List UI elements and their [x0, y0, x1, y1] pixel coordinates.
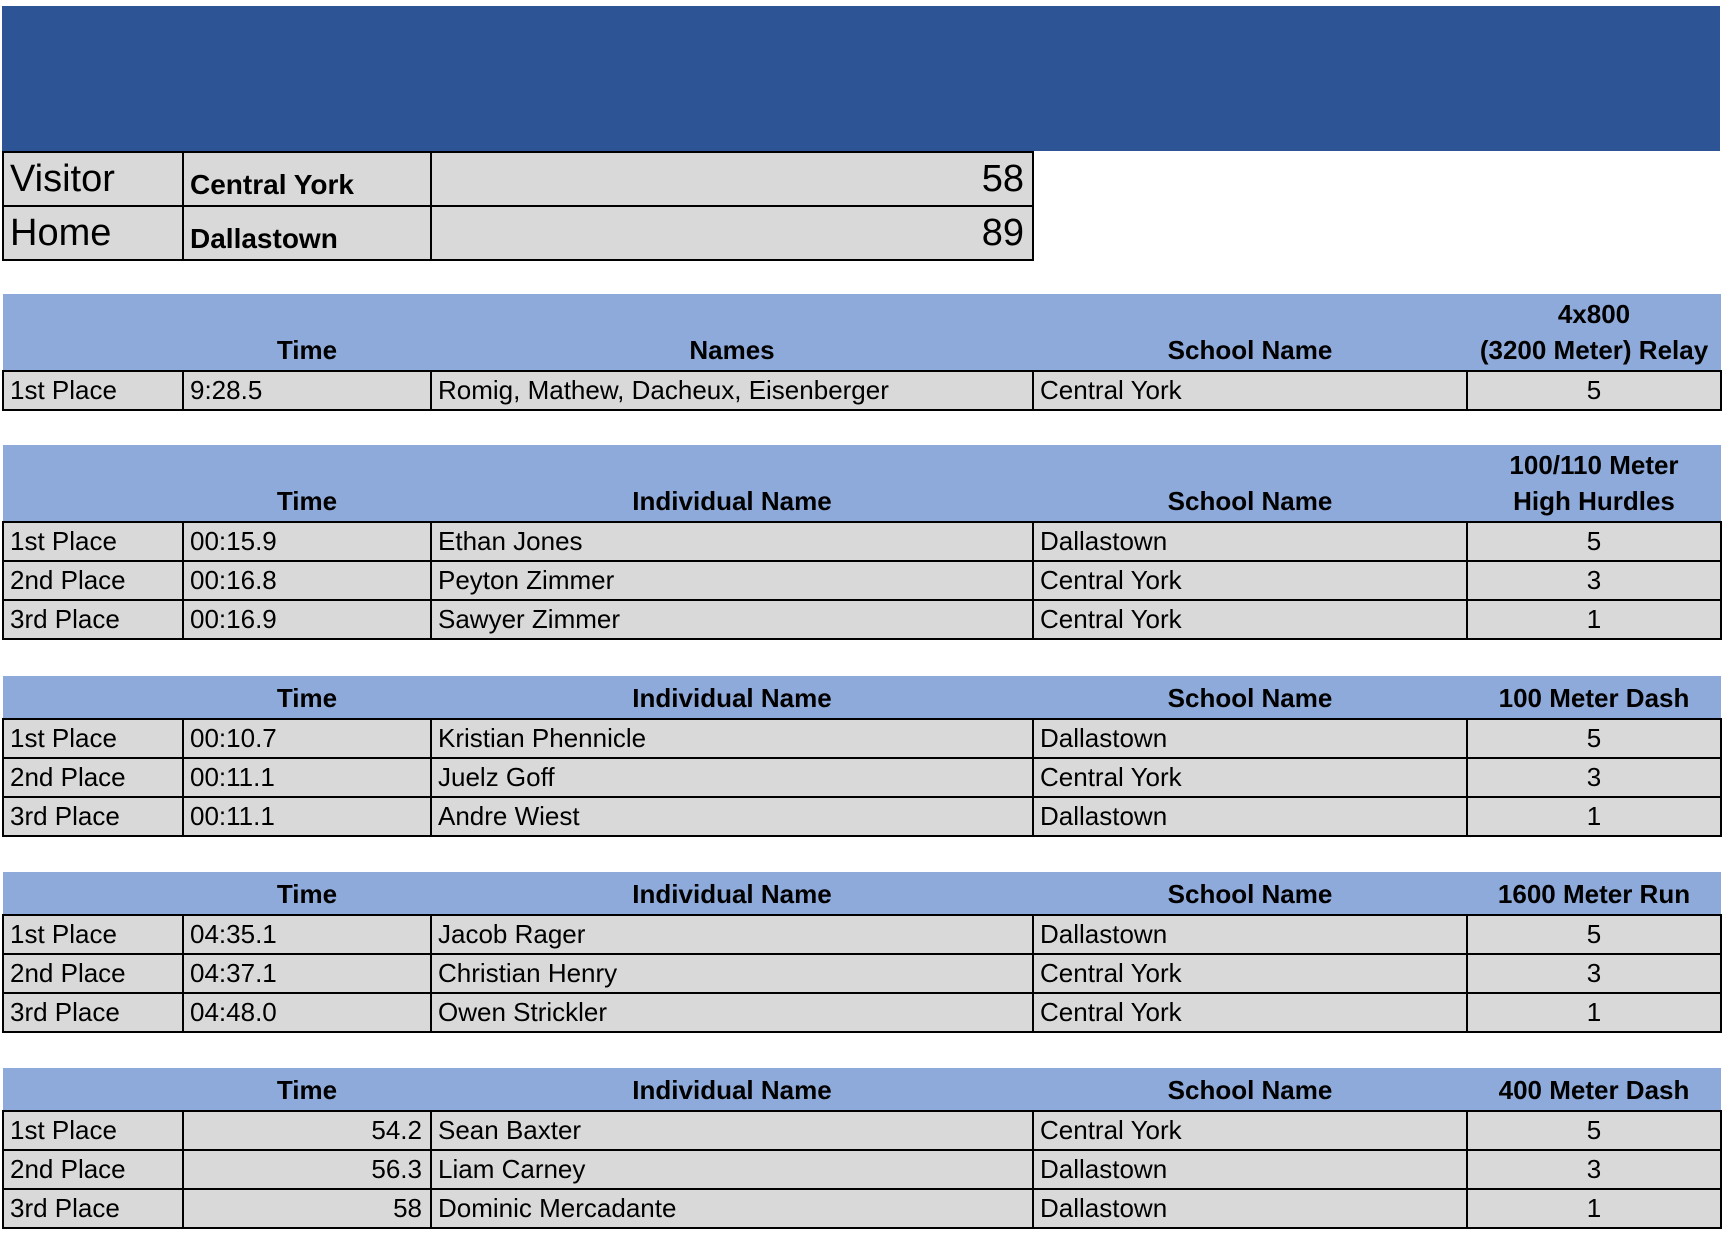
name-cell: Jacob Rager [431, 915, 1033, 954]
school-cell: Central York [1033, 758, 1467, 797]
event-table-1600m-run [2, 872, 1722, 1033]
table-row [3, 1189, 1721, 1228]
name-cell: Andre Wiest [431, 797, 1033, 836]
event-title-line1: 4x800 [1557, 299, 1631, 329]
time-header: Time [183, 294, 431, 371]
table-row [3, 561, 1721, 600]
time-cell: 58 [183, 1189, 431, 1228]
points-cell: 3 [1467, 954, 1721, 993]
place-header [3, 294, 183, 371]
points-cell: 5 [1467, 371, 1721, 410]
school-cell: Dallastown [1033, 522, 1467, 561]
school-header: School Name [1033, 445, 1467, 522]
place-cell: 2nd Place [3, 758, 183, 797]
school-header: School Name [1033, 1068, 1467, 1111]
name-cell: Peyton Zimmer [431, 561, 1033, 600]
header-banner [2, 6, 1720, 151]
name-cell: Romig, Mathew, Dacheux, Eisenberger [431, 371, 1033, 410]
scoreboard-home-row [3, 206, 1033, 260]
table-row [3, 600, 1721, 639]
event-header-row [3, 872, 1721, 915]
name-header: Individual Name [431, 676, 1033, 719]
place-cell: 3rd Place [3, 1189, 183, 1228]
time-cell: 00:16.9 [183, 600, 431, 639]
table-row [3, 719, 1721, 758]
event-table-400m-dash [2, 1068, 1722, 1229]
name-header: Individual Name [431, 445, 1033, 522]
place-cell: 3rd Place [3, 797, 183, 836]
time-header: Time [183, 1068, 431, 1111]
points-cell: 5 [1467, 522, 1721, 561]
place-cell: 2nd Place [3, 561, 183, 600]
school-header: School Name [1033, 676, 1467, 719]
place-header [3, 872, 183, 915]
points-cell: 3 [1467, 758, 1721, 797]
place-header [3, 1068, 183, 1111]
points-cell: 1 [1467, 993, 1721, 1032]
time-cell: 04:37.1 [183, 954, 431, 993]
points-cell: 1 [1467, 1189, 1721, 1228]
name-cell: Liam Carney [431, 1150, 1033, 1189]
time-header: Time [183, 676, 431, 719]
place-cell: 1st Place [3, 371, 183, 410]
table-row [3, 1111, 1721, 1150]
points-cell: 5 [1467, 1111, 1721, 1150]
school-header: School Name [1033, 872, 1467, 915]
event-title-line1: 100/110 Meter [1509, 450, 1679, 480]
time-cell: 00:16.8 [183, 561, 431, 600]
name-header: Individual Name [431, 872, 1033, 915]
visitor-label: Visitor [3, 152, 183, 206]
scoreboard-visitor-row [3, 152, 1033, 206]
table-row [3, 1150, 1721, 1189]
time-cell: 56.3 [183, 1150, 431, 1189]
time-cell: 04:35.1 [183, 915, 431, 954]
school-cell: Dallastown [1033, 797, 1467, 836]
time-cell: 9:28.5 [183, 371, 431, 410]
points-cell: 5 [1467, 719, 1721, 758]
event-table-100m-dash [2, 676, 1722, 837]
place-cell: 1st Place [3, 719, 183, 758]
place-cell: 2nd Place [3, 1150, 183, 1189]
table-row [3, 915, 1721, 954]
place-cell: 1st Place [3, 915, 183, 954]
school-cell: Dallastown [1033, 1189, 1467, 1228]
name-cell: Sawyer Zimmer [431, 600, 1033, 639]
table-row [3, 522, 1721, 561]
time-cell: 04:48.0 [183, 993, 431, 1032]
place-header [3, 445, 183, 522]
table-row [3, 797, 1721, 836]
event-title [1467, 445, 1721, 522]
table-row [3, 993, 1721, 1032]
name-header: Names [431, 294, 1033, 371]
name-cell: Christian Henry [431, 954, 1033, 993]
event-table-hurdles [2, 445, 1722, 640]
time-cell: 00:11.1 [183, 758, 431, 797]
name-header: Individual Name [431, 1068, 1033, 1111]
school-header: School Name [1033, 294, 1467, 371]
home-points: 89 [431, 206, 1033, 260]
place-header [3, 676, 183, 719]
visitor-team: Central York [183, 152, 431, 206]
event-header-row [3, 294, 1721, 371]
school-cell: Central York [1033, 561, 1467, 600]
points-cell: 1 [1467, 797, 1721, 836]
name-cell: Ethan Jones [431, 522, 1033, 561]
event-header-row [3, 1068, 1721, 1111]
time-header: Time [183, 445, 431, 522]
home-team: Dallastown [183, 206, 431, 260]
school-cell: Dallastown [1033, 1150, 1467, 1189]
school-cell: Central York [1033, 1111, 1467, 1150]
event-title-line2: (3200 Meter) Relay [1479, 335, 1709, 365]
school-cell: Central York [1033, 954, 1467, 993]
event-title-line2: High Hurdles [1513, 486, 1675, 516]
time-cell: 00:15.9 [183, 522, 431, 561]
name-cell: Owen Strickler [431, 993, 1033, 1032]
event-table-4x800-relay [2, 294, 1722, 411]
scoreboard [2, 151, 1034, 261]
place-cell: 3rd Place [3, 993, 183, 1032]
time-cell: 00:10.7 [183, 719, 431, 758]
school-cell: Central York [1033, 993, 1467, 1032]
time-header: Time [183, 872, 431, 915]
name-cell: Sean Baxter [431, 1111, 1033, 1150]
name-cell: Juelz Goff [431, 758, 1033, 797]
home-label: Home [3, 206, 183, 260]
place-cell: 1st Place [3, 522, 183, 561]
points-cell: 3 [1467, 561, 1721, 600]
name-cell: Dominic Mercadante [431, 1189, 1033, 1228]
event-header-row [3, 676, 1721, 719]
table-row [3, 954, 1721, 993]
event-header-row [3, 445, 1721, 522]
event-title [1467, 294, 1721, 371]
name-cell: Kristian Phennicle [431, 719, 1033, 758]
points-cell: 3 [1467, 1150, 1721, 1189]
points-cell: 5 [1467, 915, 1721, 954]
table-row [3, 758, 1721, 797]
points-cell: 1 [1467, 600, 1721, 639]
event-title: 100 Meter Dash [1467, 676, 1721, 719]
time-cell: 00:11.1 [183, 797, 431, 836]
place-cell: 2nd Place [3, 954, 183, 993]
place-cell: 3rd Place [3, 600, 183, 639]
table-row [3, 371, 1721, 410]
school-cell: Central York [1033, 600, 1467, 639]
place-cell: 1st Place [3, 1111, 183, 1150]
event-title: 400 Meter Dash [1467, 1068, 1721, 1111]
school-cell: Dallastown [1033, 719, 1467, 758]
school-cell: Central York [1033, 371, 1467, 410]
event-title: 1600 Meter Run [1467, 872, 1721, 915]
time-cell: 54.2 [183, 1111, 431, 1150]
visitor-points: 58 [431, 152, 1033, 206]
school-cell: Dallastown [1033, 915, 1467, 954]
